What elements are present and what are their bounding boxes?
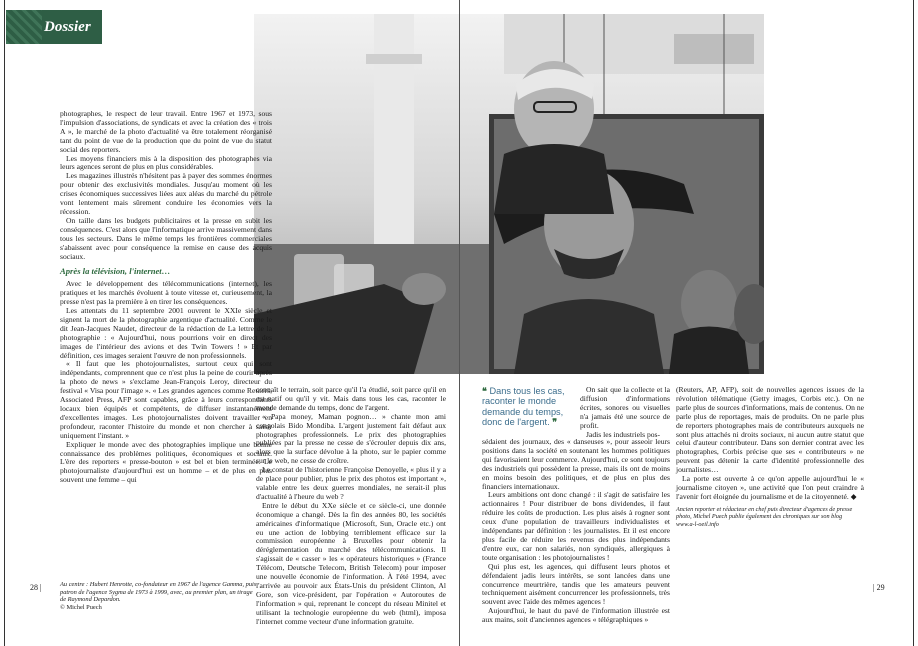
- column-2: [256, 386, 446, 626]
- paragraph: On taille dans les budgets publicitaires et la presse en subit les conséquences. C'est alors que l'informatique arrive massivement dans tous les secteurs. Dans le même temps les frontières commerciales s'abaissent avec pour conséquence la remise en cause des acquis sociaux.: [60, 215, 272, 261]
- page-edge-right: [913, 0, 914, 646]
- paragraph: « Il faut que les photojournalistes, surtout ceux qui sont indépendants, comprennent que ce n'est plus la peine de courir après la photo de news » s'exclame Jean-François Leroy, directeur du festival « Visa pour l'image ». « Les grandes agences comme Reuters, Associated Press, AFP sont capables, grâce à leurs correspondants locaux bien équipés et compétents, de diffuser instantanément d'excellentes images. Les photojournalistes doivent travailler en profondeur, raconter l'histoire du monde et non chercher à saisir uniquement l'instant. »: [60, 359, 272, 440]
- paragraph: (Reuters, AP, AFP), soit de nouvelles agences issues de la révolution télématique (Getty images, Corbis etc.). On ne parle plus de sources d'informations, mais de contenus. On ne parle plus de reportages, mais de produits. On ne parle plus de reporters photographes mais de contributeurs auxquels ne sont plus attachés ni droits sociaux, ni aucun autre statut que celui d'auteur contributeur. Dans son dernier contrat avec les photographes, Corbis précise que ses « contributeurs » ne peuvent pas détenir la carte d'identité professionnelle des journalistes…: [676, 385, 864, 475]
- paragraph: photographes, le respect de leur travail. Entre 1967 et 1973, sous l'impulsion d'associations, de syndicats et avec la création des « trois A », le marché de la photo d'actualité va être totalement réorganisé tant du point de vue de la production que du point de vue du statut social des reporters.: [60, 109, 272, 154]
- paragraph: Avec le développement des télécommunications (internet), les pratiques et les marchés évoluent à toute vitesse et, curieusement, la presse n'est pas la première à en tirer les conséquences.: [60, 279, 272, 307]
- column-1: [60, 110, 272, 485]
- caption-text: Au centre : Hubert Henrotte, co-fondateur en 1967 de l'agence Gamma, puis patron de l'agence Sygma de 1973 à 1999, avec, au premier plan, un tirage de Raymond Depardon.: [60, 581, 257, 604]
- paragraph: Expliquer le monde avec des photographies implique une bonne connaissance des problèmes politiques, économiques et sociaux. L'ère des reporters « presse-bouton » est bel et bien terminée. Le photojournaliste d'aujourd'hui est un homme – et de plus en plus souvent une femme – qui: [60, 439, 272, 485]
- photo-credit: © Michel Puech: [60, 603, 102, 611]
- rubric-label: Dossier: [44, 19, 91, 35]
- column-3: [482, 438, 670, 625]
- paragraph: connaît le terrain, soit parce qu'il l'a étudié, soit parce qu'il en est natif ou qu'il y vit. Mais dans tous les cas, raconter le monde demande du temps, donc de l'argent.: [256, 385, 446, 412]
- pull-quote: [482, 386, 576, 428]
- paragraph: Le constat de l'historienne Françoise Denoyelle, « plus il y a de place pour publier, plus le prix des photos est important », valable entre les deux guerres mondiales, ne serait-il plus d'actualité à l'heure du web ?: [256, 465, 446, 501]
- paragraph: Qui plus est, les agences, qui diffusent leurs photos et défendaient jadis leurs intérêts, se sont lancées dans une concurrence meurtrière, tandis que les amateurs peuvent techniquement aisément concurrencer les professionnels, très souvent avec l'aide des mêmes agences !: [482, 561, 670, 607]
- paragraph: Aujourd'hui, le haut du pavé de l'information illustrée est aux mains, soit d'anciennes agences « télégraphiques »: [482, 606, 670, 625]
- paragraph: Les magazines illustrés n'hésitent pas à payer des sommes énormes pour obtenir des exclusivités mondiales. Jusqu'au moment où les crises économiques successives liées aux aléas du marché du pétrole vont lentement mais sûrement conduire les économies vers la récession.: [60, 171, 272, 216]
- paragraph: La porte est ouverte à ce qu'on appelle aujourd'hui le « journalisme citoyen », une activité que l'on peut craindre à l'avenir fort éloignée du journalisme et de la citoyenneté. ◆: [676, 474, 864, 501]
- column-3-top: [580, 386, 670, 439]
- paragraph: Jadis les industriels pos-: [586, 429, 661, 439]
- author-bio: Ancien reporter et rédacteur en chef puis directeur d'agences de presse photo, Michel Puech publie également des chroniques sur son blog www.a-l-oeil.info: [676, 506, 853, 528]
- subheading: Après la télévision, l'internet…: [60, 266, 171, 277]
- section-rubric: [6, 10, 102, 44]
- open-quote-icon: ❝: [482, 386, 490, 396]
- photo-caption: [60, 581, 260, 611]
- paragraph: Les moyens financiers mis à la disposition des photographes via leurs agences seront de plus en plus considérables.: [60, 153, 272, 172]
- page-number-right: | 29: [873, 583, 885, 592]
- paragraph: sédaient des journaux, des « danseuses », pour asseoir leurs positions dans la société en soutenant les hommes politiques qui favorisaient leur commerce. Aujourd'hui, ce sont toujours des industriels qui possèdent la presse, mais ils ont de moins en moins besoin des politiques, et de plus en plus des financiers internationaux.: [482, 437, 670, 491]
- leaf-pattern-icon: [6, 10, 42, 44]
- pull-quote-text: Dans tous les cas, raconter le monde demande du temps, donc de l'argent.: [482, 386, 565, 428]
- close-quote-icon: ❞: [549, 417, 558, 428]
- photo-illustration: [254, 14, 764, 374]
- paragraph: Leurs ambitions ont donc changé : il s'agit de satisfaire les actionnaires ! Pour distribuer de bons dividendes, il faut réduire les coûts de production. Les plus aisés à rogner sont ceux d'une population de travailleurs individualistes et indépendants par définition : les journalistes. Et il est encore plus facile de réduire les revenus des plus indépendants d'entre eux, car non salariés, non syndiqués, allergiques à toute organisation : les photojournalistes !: [482, 490, 670, 562]
- paragraph: Entre le début du XXe siècle et ce siècle-ci, une donnée économique a changé. Dès la fin des années 80, les sociétés américaines d'informatique (Microsoft, Sun, Oracle etc.) ont eu une action de lobbying terriblement efficace sur la commission européenne à Bruxelles pour obtenir la déréglementation du marché des télécommunications. Il s'agissait de « casser » les « opérateurs historiques » (France Télécom, Deutsche Telecom, British Telecom) pour imposer une nouvelle économie de l'information. À l'été 1994, avec l'arrivée au pouvoir aux États-Unis du président Clinton, Al Gore, son vice-président, par l'opération « Autoroutes de l'information » qui, reprenant le concept du réseau Minitel et utilisant la technologie européenne du web (html), imposa l'internet comme vecteur d'une information gratuite.: [256, 500, 446, 626]
- page-edge-left: [4, 0, 5, 646]
- paragraph: Les attentats du 11 septembre 2001 ouvrent le XXIe siècle et signent la mort de la photographie argentique d'actualité. Comme le dit Jean-Jacques Naudet, directeur de la rédaction de La lettre de la photographie : « Aujourd'hui, nous pourrions voir en direct des images de l'intérieur des avions et des Twin Towers ! » Et par définition, ces images seraient l'œuvre de non professionnels.: [60, 306, 272, 360]
- paragraph: On sait que la collecte et la diffusion d'informations écrites, sonores ou visuelles n'a jamais été une source de profit.: [580, 385, 670, 430]
- paragraph: « Papa money, Maman pognon… » chante mon ami congolais Bido Mondiba. L'argent justement fait défaut aux photographes professionnels. Le prix des photographies publiées par la presse ne cesse de s'écrouler depuis dix ans, alors que la surface dévolue à la photo, sur le papier comme sur le web, ne cesse de croître.: [256, 411, 446, 466]
- center-fold: [459, 0, 460, 646]
- page-number-left: 28 |: [30, 583, 42, 592]
- column-4: [676, 386, 864, 502]
- main-photo: [254, 14, 764, 374]
